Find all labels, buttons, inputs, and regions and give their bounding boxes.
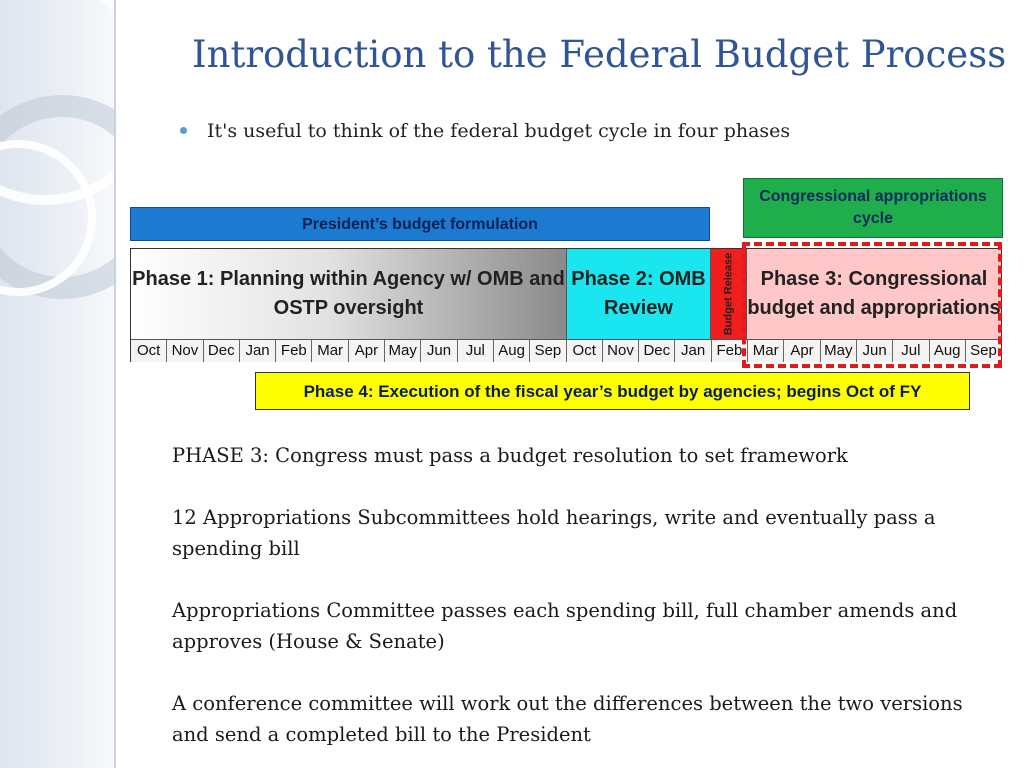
congressional-appropriations-box: Congressional appropriations cycle	[743, 178, 1003, 238]
body-paragraph: Appropriations Committee passes each spending bill, full chamber amends and approves (House & Senate)	[172, 599, 958, 653]
bullet-dot-icon	[180, 127, 187, 134]
phase-3-label: Phase 3: Congressional budget and appropriations	[747, 268, 1001, 319]
body-paragraph: 12 Appropriations Subcommittees hold hearings, write and eventually pass a spending bill	[172, 506, 936, 560]
month-cell: Jul	[458, 340, 494, 362]
month-cell: Mar	[312, 340, 348, 362]
phase-1-label: Phase 1: Planning within Agency w/ OMB and OSTP oversight	[132, 268, 565, 319]
budget-release-box	[711, 249, 747, 339]
month-cell: Aug	[930, 340, 966, 362]
month-cell: Sep	[530, 340, 566, 362]
phase-3-box	[747, 249, 1001, 339]
month-cell: Jan	[240, 340, 276, 362]
month-cell: Aug	[494, 340, 530, 362]
president-budget-bar: President’s budget formulation	[130, 207, 710, 241]
budget-release-label: Budget Release	[722, 252, 735, 336]
body-text	[172, 440, 972, 781]
month-cell: Feb	[276, 340, 312, 362]
bullet-text: It's useful to think of the federal budget cycle in four phases	[207, 120, 791, 142]
month-cell: May	[821, 340, 857, 362]
phase-4-execution-box: Phase 4: Execution of the fiscal year’s budget by agencies; begins Oct of FY	[255, 372, 970, 410]
month-cell: Nov	[603, 340, 639, 362]
month-cell: Nov	[167, 340, 203, 362]
month-cell: Jan	[675, 340, 711, 362]
month-cell: Mar	[748, 340, 784, 362]
budget-timeline	[130, 248, 1002, 362]
slide-title: Introduction to the Federal Budget Process	[192, 33, 1007, 76]
month-cell: Jun	[857, 340, 893, 362]
month-cell: May	[385, 340, 421, 362]
phase-1-box	[131, 249, 567, 339]
month-cell: Apr	[349, 340, 385, 362]
month-cell: Dec	[204, 340, 240, 362]
month-cell: Sep	[966, 340, 1001, 362]
month-cell: Jun	[421, 340, 457, 362]
month-row	[131, 339, 1001, 362]
month-cell: Dec	[639, 340, 675, 362]
month-cell: Jul	[893, 340, 929, 362]
month-cell: Oct	[567, 340, 603, 362]
phase-2-box	[567, 249, 711, 339]
body-paragraph: A conference committee will work out the differences between the two versions and send a completed bill to the President	[172, 692, 963, 746]
bullet-item	[180, 120, 790, 142]
decorative-side-strip	[0, 0, 114, 768]
phase-2-label: Phase 2: OMB Review	[571, 268, 706, 319]
month-cell: Feb	[712, 340, 748, 362]
body-paragraph: PHASE 3: Congress must pass a budget resolution to set framework	[172, 444, 848, 467]
month-cell: Oct	[131, 340, 167, 362]
month-cell: Apr	[784, 340, 820, 362]
side-divider	[114, 0, 116, 768]
